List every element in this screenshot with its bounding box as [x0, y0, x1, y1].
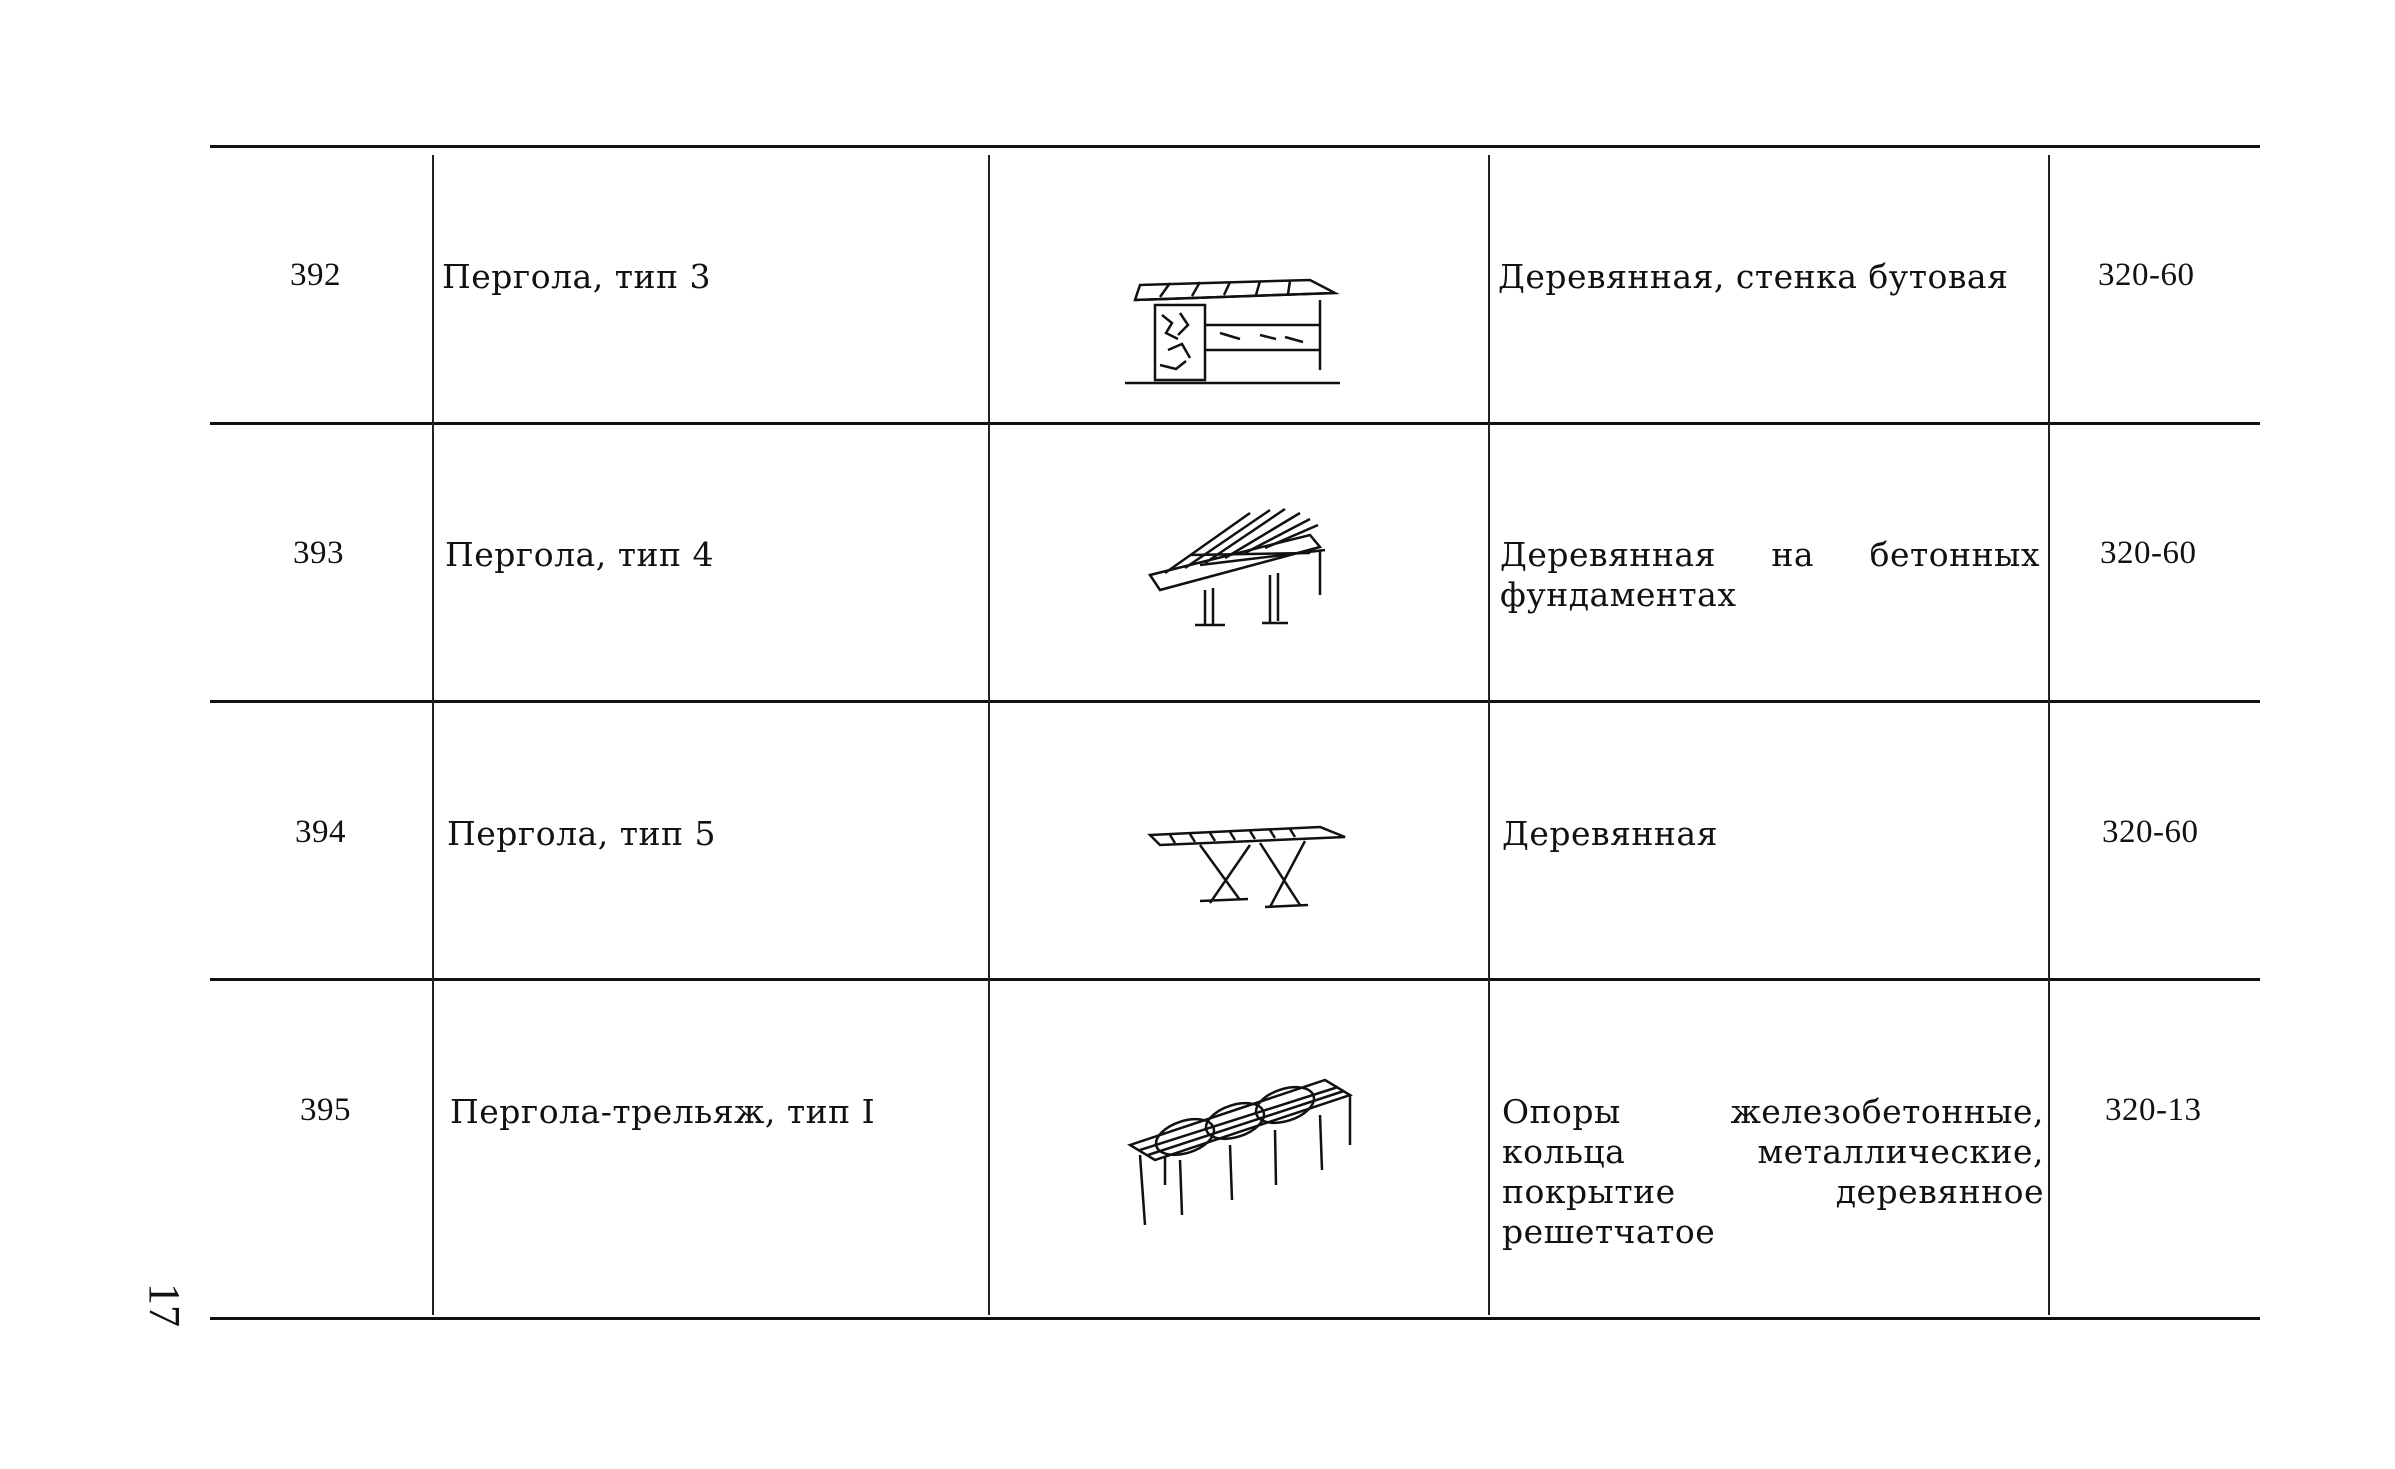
catalog-table [210, 145, 2260, 1320]
item-name: Пергола, тип 3 [442, 257, 711, 296]
row-divider [210, 422, 2260, 425]
item-code: 320-60 [2102, 814, 2199, 850]
row-number: 394 [295, 814, 346, 850]
item-name: Пергола, тип 4 [445, 535, 714, 574]
pergola-type-5-drawing [1130, 805, 1360, 925]
pergola-type-3-drawing [1110, 255, 1350, 395]
row-number: 392 [290, 257, 341, 293]
item-description: Деревянная на бетонных фундаментах [1500, 535, 2040, 614]
item-description: Опоры железобетонные, кольца металлические, покрытие деревянное решетчатое [1502, 1092, 2044, 1251]
column-divider [988, 155, 990, 1315]
item-description: Деревянная [1502, 814, 1718, 853]
pergola-trellis-type-1-drawing [1110, 1065, 1370, 1245]
item-code: 320-60 [2098, 257, 2195, 293]
row-number: 395 [300, 1092, 351, 1128]
page-number: 17 [140, 1283, 189, 1327]
item-name: Пергола, тип 5 [447, 814, 716, 853]
item-code: 320-13 [2105, 1092, 2202, 1128]
row-divider [210, 145, 2260, 148]
row-number: 393 [293, 535, 344, 571]
column-divider [2048, 155, 2050, 1315]
item-name: Пергола-трельяж, тип I [450, 1092, 876, 1131]
item-code: 320-60 [2100, 535, 2197, 571]
row-divider [210, 1317, 2260, 1320]
item-description: Деревянная, стенка бутовая [1498, 257, 2009, 296]
row-divider [210, 978, 2260, 981]
column-divider [1488, 155, 1490, 1315]
column-divider [432, 155, 434, 1315]
row-divider [210, 700, 2260, 703]
pergola-type-4-drawing [1130, 495, 1350, 645]
